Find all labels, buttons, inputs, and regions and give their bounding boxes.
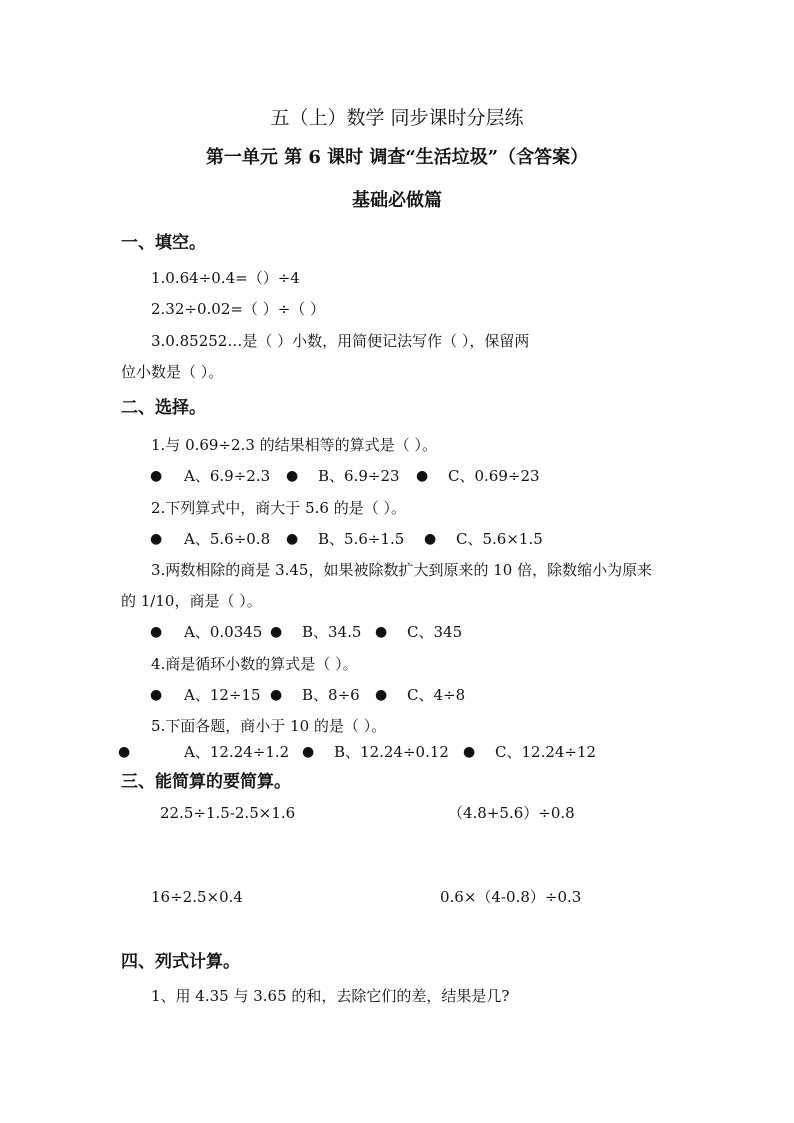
question-1-3-cont: 位小数是（ ）。 (121, 363, 224, 381)
expression-1: 22.5÷1.5-2.5×1.6 (160, 804, 296, 822)
option-a: A、12.24÷1.2 (184, 743, 290, 761)
bullet-icon: ● (302, 744, 315, 760)
option-a: A、12÷15 (184, 686, 261, 704)
bullet-icon: ● (270, 687, 283, 703)
question-2-4: 4.商是循环小数的算式是（ ）。 (151, 655, 358, 673)
bullet-icon: ● (150, 624, 163, 640)
expression-4: 0.6×（4-0.8）÷0.3 (440, 888, 582, 906)
section-heading-fill-blank: 一、填空。 (121, 233, 206, 253)
question-2-2: 2.下列算式中，商大于 5.6 的是（ ）。 (151, 499, 406, 517)
question-1-2: 2.32÷0.02=（ ）÷（ ） (151, 300, 326, 318)
option-c: C、12.24÷12 (495, 743, 597, 761)
question-2-5: 5.下面各题，商小于 10 的是（ ）。 (151, 717, 387, 735)
question-2-3: 3.两数相除的商是 3.45，如果被除数扩大到原来的 10 倍，除数缩小为原来 (151, 561, 653, 579)
bullet-icon: ● (150, 687, 163, 703)
section-heading-simplify: 三、能简算的要简算。 (121, 772, 291, 792)
bullet-icon: ● (375, 624, 388, 640)
expression-3: 16÷2.5×0.4 (151, 888, 243, 906)
bullet-icon: ● (424, 531, 437, 547)
document-title: 五（上）数学 同步课时分层练 (270, 107, 524, 129)
bullet-icon: ● (286, 468, 299, 484)
option-b: B、34.5 (302, 623, 362, 641)
option-c: C、5.6×1.5 (456, 530, 543, 548)
question-2-3-cont: 的 1/10，商是（ ）。 (121, 592, 262, 610)
option-c: C、4÷8 (407, 686, 466, 704)
question-1-1: 1.0.64÷0.4=（）÷4 (151, 269, 300, 287)
bullet-icon: ● (286, 531, 299, 547)
option-b: B、6.9÷23 (318, 467, 400, 485)
option-a: A、5.6÷0.8 (184, 530, 271, 548)
bullet-icon: ● (150, 531, 163, 547)
option-c: C、0.69÷23 (448, 467, 540, 485)
question-4-1: 1、用 4.35 与 3.65 的和，去除它们的差，结果是几? (151, 987, 510, 1005)
expression-2: （4.8+5.6）÷0.8 (448, 804, 575, 822)
document-subtitle: 第一单元 第 6 课时 调查“生活垃圾”（含答案） (205, 147, 589, 168)
option-c: C、345 (407, 623, 463, 641)
bullet-icon: ● (118, 744, 131, 760)
bullet-icon: ● (463, 744, 476, 760)
bullet-icon: ● (416, 468, 429, 484)
bullet-icon: ● (270, 624, 283, 640)
option-a: A、6.9÷2.3 (184, 467, 271, 485)
section-heading-choice: 二、选择。 (121, 398, 206, 418)
bullet-icon: ● (150, 468, 163, 484)
bullet-icon: ● (375, 687, 388, 703)
question-2-1: 1.与 0.69÷2.3 的结果相等的算式是（ ）。 (151, 436, 437, 454)
option-b: B、8÷6 (302, 686, 360, 704)
option-b: B、5.6÷1.5 (318, 530, 405, 548)
level-heading: 基础必做篇 (352, 190, 442, 211)
option-a: A、0.0345 (184, 623, 263, 641)
option-b: B、12.24÷0.12 (334, 743, 449, 761)
question-1-3: 3.0.85252…是（ ）小数，用简便记法写作（ ），保留两 (151, 332, 530, 350)
section-heading-word-calc: 四、列式计算。 (121, 952, 240, 972)
